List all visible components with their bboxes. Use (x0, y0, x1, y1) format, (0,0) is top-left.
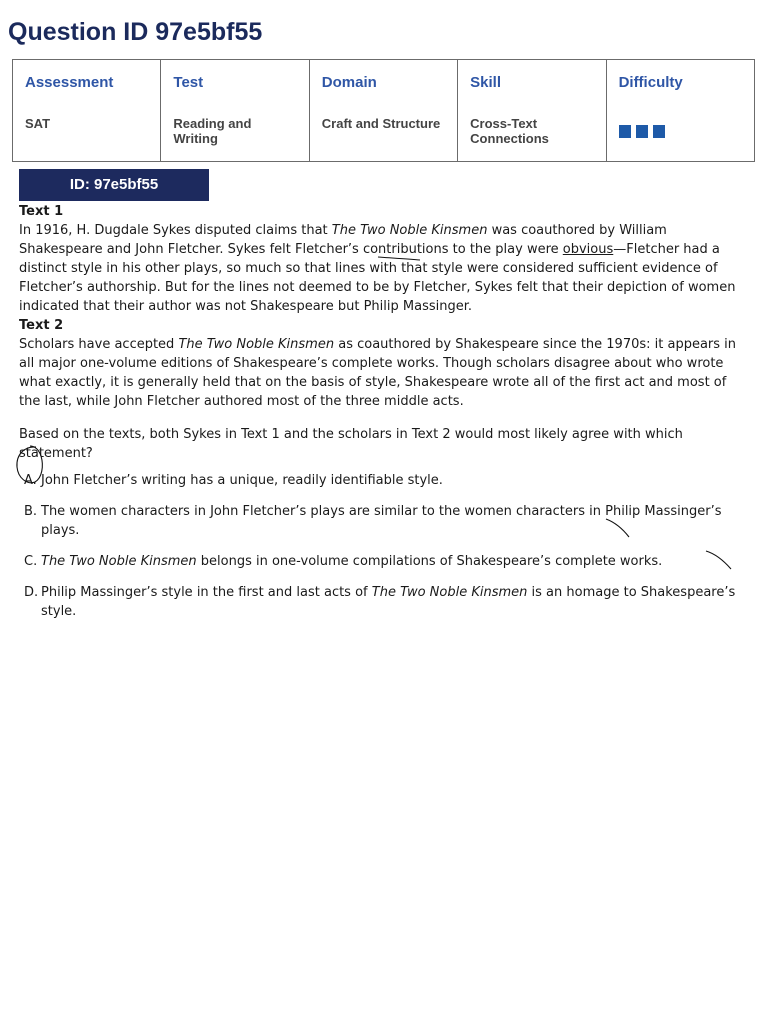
text2-part: as coauthored by Shakespeare since the 1970s: it appears in all major one-volume editions of Shakespeare’s complete works. Though scholars disagree about who wrote what exactly, it is generally held that on the basis of style, Shakespeare wrote all of the first act and most of the last, while John Fletcher authored most of the three middle acts. (19, 337, 737, 409)
question-stem: Based on the texts, both Sykes in Text 1 and the scholars in Text 2 would most likely agree with which statement? (19, 427, 683, 461)
play-title: The Two Noble Kinsmen (178, 337, 335, 352)
text1-heading: Text 1 (19, 204, 64, 219)
choice-letter: C. (24, 554, 38, 569)
meta-cell-domain (309, 60, 457, 162)
meta-header-test: Test (173, 74, 204, 91)
choice-text: John Fletcher’s writing has a unique, readily identifiable style. (41, 473, 443, 488)
choice-d[interactable] (19, 583, 749, 621)
answer-choices (19, 471, 749, 621)
play-title: The Two Noble Kinsmen (41, 554, 197, 569)
play-title: The Two Noble Kinsmen (371, 585, 528, 600)
meta-cell-assessment (13, 60, 161, 162)
underlined-word: obvious (562, 242, 614, 257)
meta-value-skill: Cross-Text Connections (470, 116, 549, 146)
text2-part: Scholars have accepted (19, 337, 179, 352)
choice-letter: B. (24, 504, 38, 519)
difficulty-indicator (619, 125, 665, 138)
choice-letter: D. (24, 585, 39, 600)
meta-value-domain: Craft and Structure (321, 116, 441, 131)
play-title: The Two Noble Kinsmen (331, 223, 488, 238)
meta-cell-skill (458, 60, 606, 162)
text2-passage (19, 335, 749, 411)
choice-b[interactable] (19, 502, 749, 540)
choice-a[interactable] (19, 471, 749, 490)
text1-part: —Fletcher had a distinct style in his other plays, so much so that lines with that style were considered sufficient evidence of Fletcher’s authorship. But for the lines not deemed to be by Fletcher, Sykes felt that their depiction of women indicated that their author was not Shakespeare but Philip Massinger. (19, 242, 736, 314)
text2-heading: Text 2 (19, 318, 64, 333)
text1-part: was coauthored by William Shakespeare and John Fletcher. Sykes felt Fletcher’s contributions to the play were (19, 223, 667, 257)
question-id-badge: ID: 97e5bf55 (19, 169, 209, 201)
difficulty-bar (636, 125, 648, 138)
choice-text: belongs in one-volume compilations of Shakespeare’s complete works. (196, 554, 663, 569)
choice-letter: A. (24, 473, 37, 488)
meta-header-skill: Skill (470, 74, 502, 91)
question-content (19, 202, 749, 633)
choice-text: Philip Massinger’s style in the first and last acts of (41, 585, 372, 600)
text1-passage (19, 221, 749, 316)
meta-value-assessment: SAT (25, 116, 51, 131)
question-metadata-table (12, 59, 755, 162)
meta-header-difficulty: Difficulty (618, 74, 683, 91)
meta-cell-test (161, 60, 309, 162)
choice-text: The women characters in John Fletcher’s plays are similar to the women characters in Philip Massinger’s plays. (41, 504, 722, 538)
choice-text: is an homage to Shakespeare’s style. (41, 585, 736, 619)
choice-c[interactable] (19, 552, 749, 571)
difficulty-bar (619, 125, 631, 138)
difficulty-bar (653, 125, 665, 138)
meta-header-assessment: Assessment (25, 74, 114, 91)
text1-part: In 1916, H. Dugdale Sykes disputed claims that (19, 223, 332, 238)
meta-header-domain: Domain (321, 74, 377, 91)
page-title: Question ID 97e5bf55 (8, 18, 263, 46)
meta-cell-difficulty (606, 60, 754, 162)
meta-value-test: Reading and Writing (173, 116, 252, 146)
